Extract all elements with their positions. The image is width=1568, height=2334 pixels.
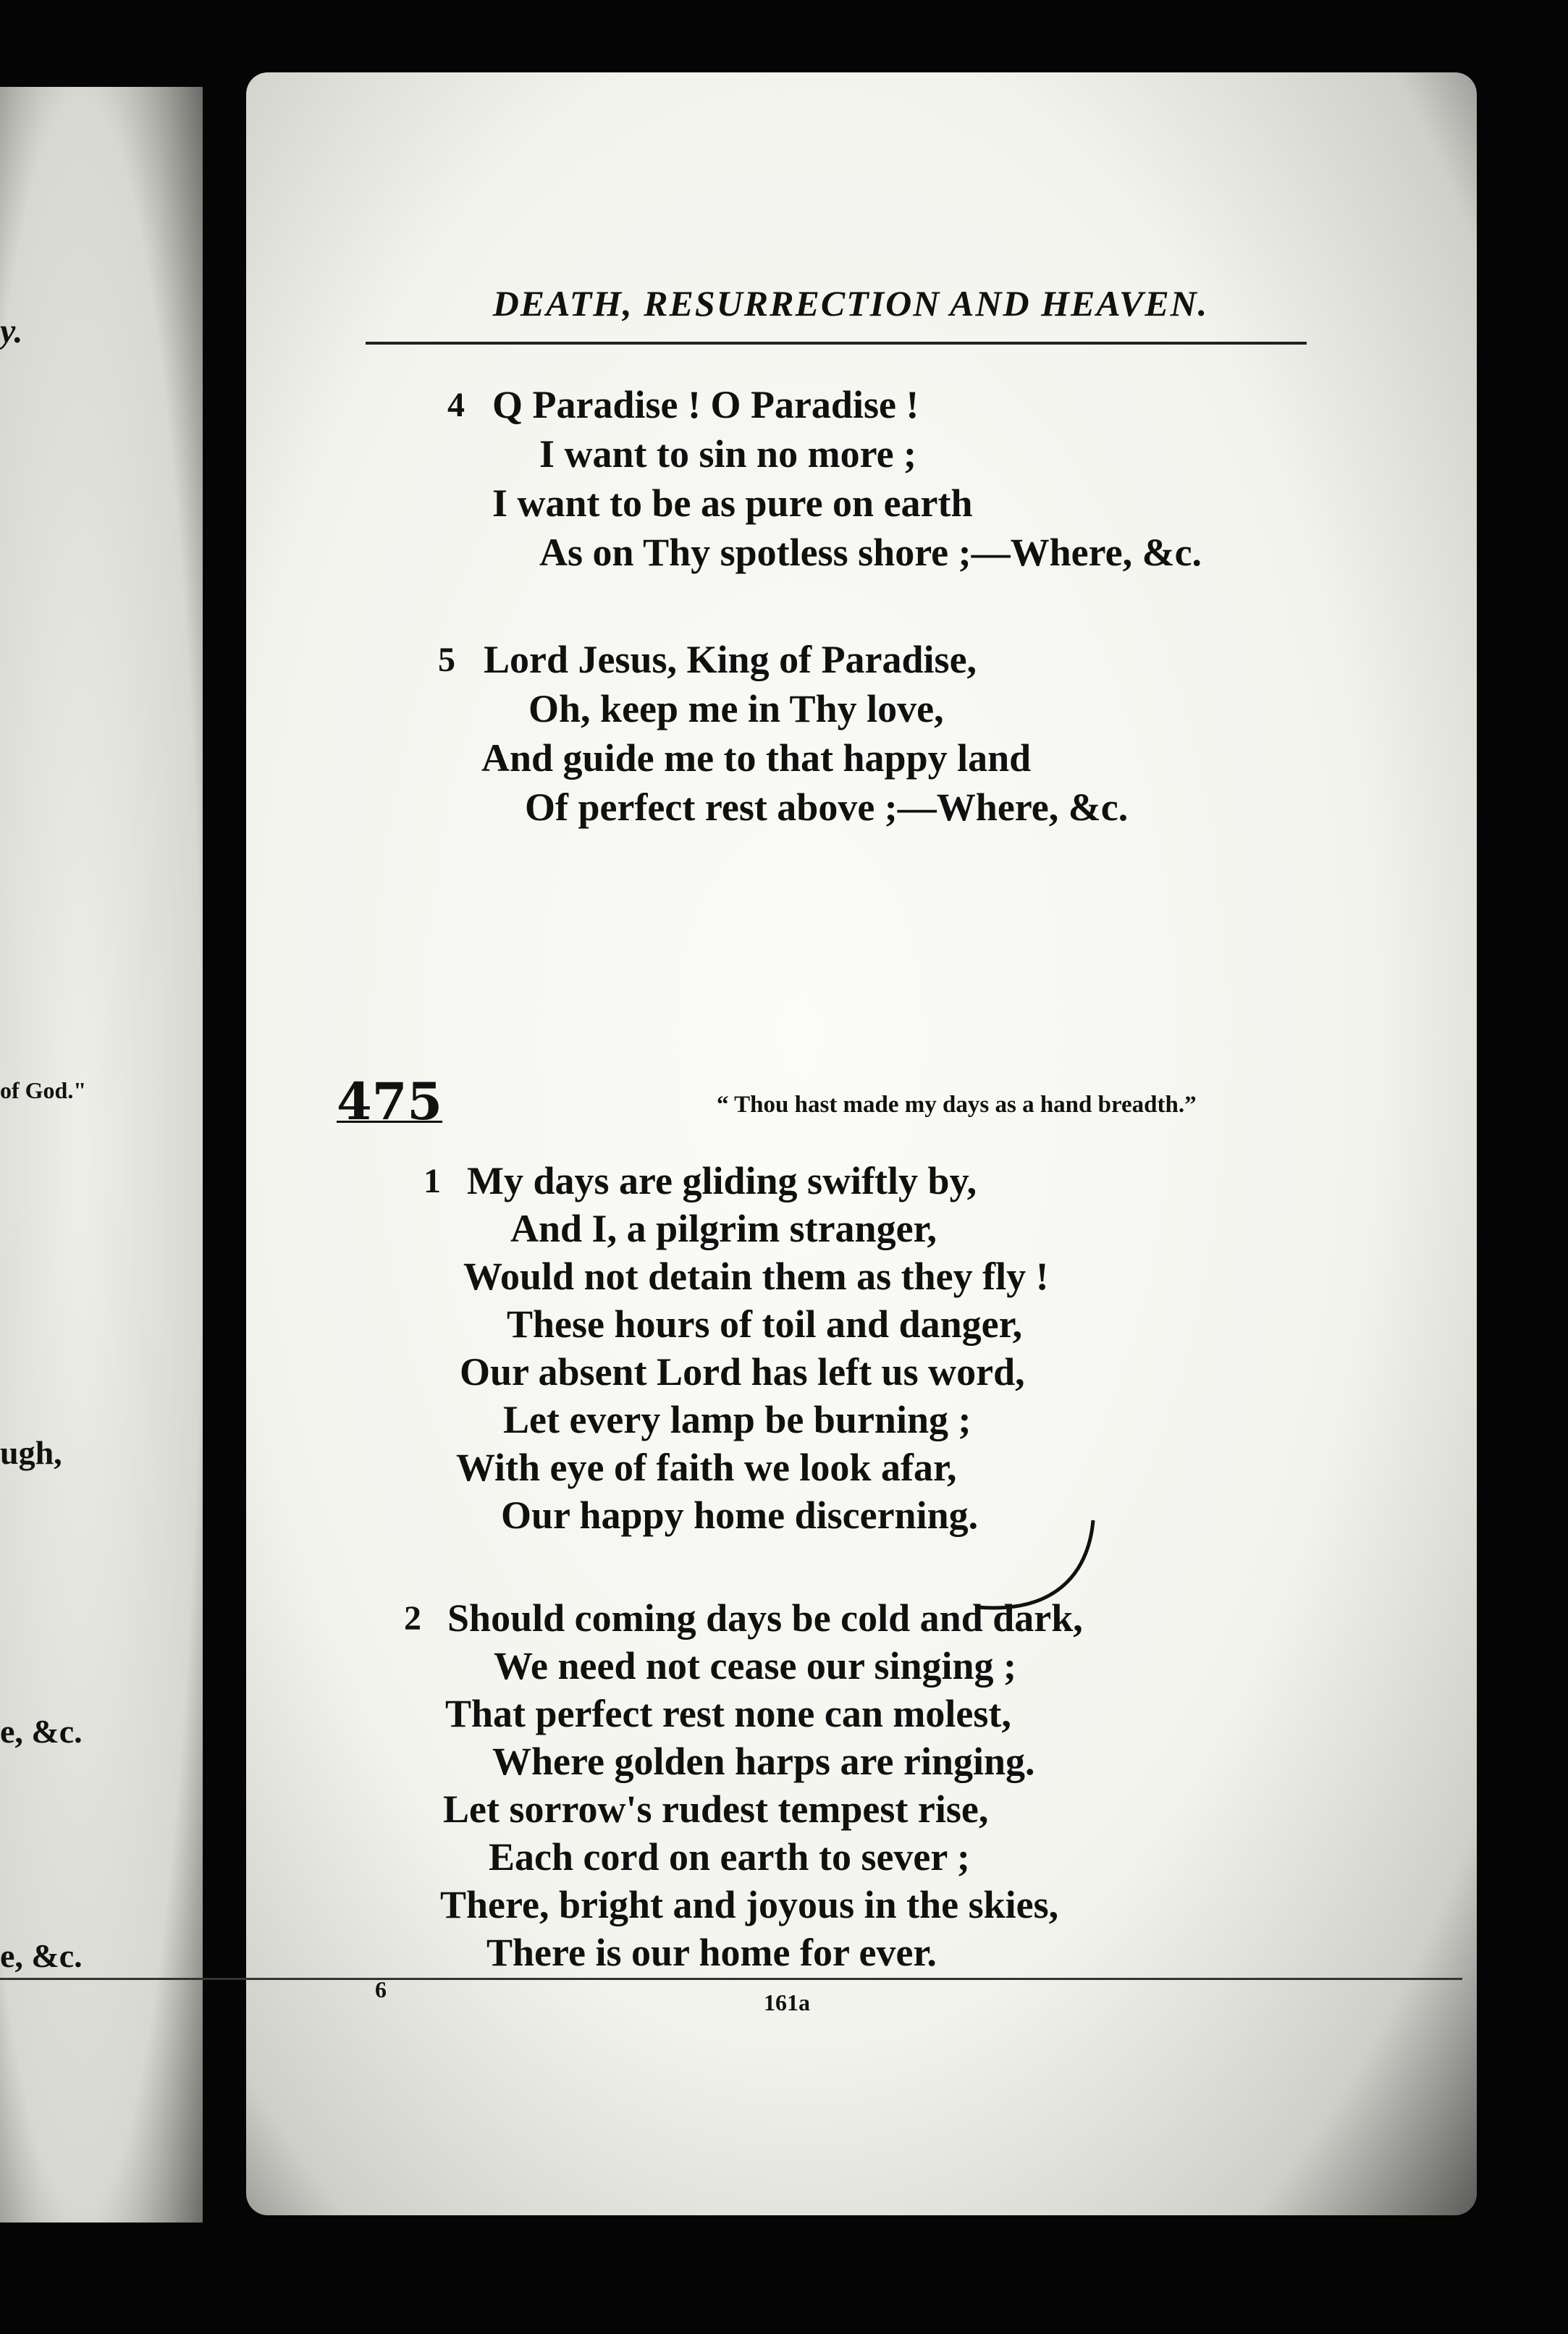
verse-line: And I, a pilgrim stranger,: [510, 1207, 937, 1250]
verse-line: Each cord on earth to sever ;: [489, 1835, 970, 1879]
footer-rule: [0, 1978, 1462, 1980]
verse-line: Let sorrow's rudest tempest rise,: [443, 1787, 989, 1831]
signature-mark: 6: [375, 1976, 387, 2002]
facing-page: [0, 87, 203, 2223]
facing-page-fragment: e, &c.: [0, 1713, 83, 1750]
verse-line: There is our home for ever.: [486, 1931, 937, 1974]
stanza-number: 1: [423, 1162, 441, 1200]
facing-page-fragment: e, &c.: [0, 1937, 83, 1974]
verse-line: And guide me to that happy land: [481, 736, 1032, 780]
verse-line: As on Thy spotless shore ;—Where, &c.: [539, 531, 1202, 574]
pencil-mark: [963, 1506, 1108, 1622]
hymn-epigraph: “ Thou hast made my days as a hand breadth.”: [717, 1092, 1197, 1118]
hymn-number: 475: [337, 1071, 443, 1132]
verse-line: Of perfect rest above ;—Where, &c.: [525, 785, 1129, 829]
verse-line: We need not cease our singing ;: [494, 1644, 1017, 1688]
page-number: 161a: [764, 1989, 810, 2015]
stanza-number: 4: [447, 386, 465, 424]
facing-page-fragment: y.: [0, 312, 23, 350]
facing-page-fragment: of God.": [0, 1077, 87, 1103]
verse-line: I want to sin no more ;: [539, 432, 917, 476]
verse-line: Should coming days be cold and dark,: [447, 1596, 1083, 1640]
header-rule: [366, 342, 1307, 345]
verse-line: Our absent Lord has left us word,: [460, 1350, 1025, 1394]
verse-line: I want to be as pure on earth: [492, 481, 973, 525]
verse-line: Our happy home discerning.: [501, 1493, 979, 1537]
verse-line: These hours of toil and danger,: [507, 1302, 1023, 1346]
verse-line: Where golden harps are ringing.: [492, 1740, 1035, 1783]
verse-line: Q Paradise ! O Paradise !: [492, 383, 919, 426]
verse-line: Oh, keep me in Thy love,: [528, 687, 944, 730]
stanza-number: 2: [404, 1599, 421, 1638]
verse-line: Lord Jesus, King of Paradise,: [484, 638, 977, 681]
verse-line: Let every lamp be burning ;: [503, 1398, 971, 1441]
verse-line: That perfect rest none can molest,: [445, 1692, 1011, 1735]
running-header: DEATH, RESURRECTION AND HEAVEN.: [492, 283, 1209, 324]
stanza-number: 5: [438, 641, 455, 679]
verse-line: Would not detain them as they fly !: [463, 1255, 1049, 1298]
verse-line: With eye of faith we look afar,: [456, 1446, 957, 1489]
verse-line: There, bright and joyous in the skies,: [440, 1883, 1059, 1926]
facing-page-fragment: ugh,: [0, 1434, 62, 1471]
verse-line: My days are gliding swiftly by,: [467, 1159, 977, 1202]
